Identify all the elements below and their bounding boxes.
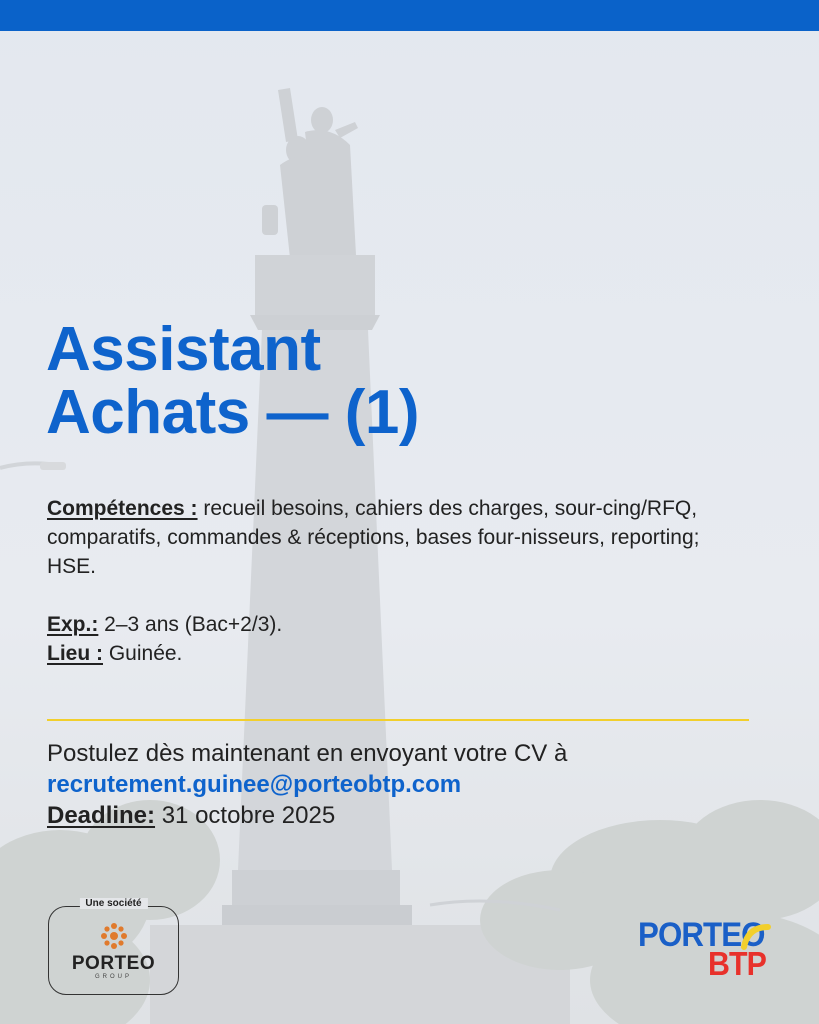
job-title-line-2: Achats — (1): [46, 378, 419, 447]
competences-label: Compétences :: [47, 497, 198, 520]
group-name: PORTEO: [71, 953, 156, 974]
experience-text: 2–3 ans (Bac+2/3).: [98, 613, 283, 636]
job-title: [46, 315, 419, 447]
group-caption: Une société: [79, 898, 147, 909]
deadline-label: Deadline:: [47, 802, 156, 829]
apply-section: [47, 738, 767, 831]
location-line: [47, 639, 747, 668]
btp-logo-bottom: BTP: [708, 945, 766, 982]
email-link[interactable]: recrutement.guinee@porteobtp.com: [47, 771, 462, 798]
btp-logo-top: PORTEO: [638, 916, 765, 954]
job-details: [47, 494, 747, 668]
yellow-divider: [47, 719, 749, 721]
competences-text: recueil besoins, cahiers des charges, sour-cing/RFQ, comparatifs, commandes & réceptions, bases four-nisseurs, reporting; HSE.: [47, 497, 700, 578]
top-accent-bar: [0, 0, 819, 31]
porteo-btp-logo: [638, 915, 773, 985]
deadline-text: 31 octobre 2025: [155, 802, 336, 829]
porteo-group-flower-icon: [99, 921, 129, 951]
porteo-group-logo: [48, 898, 179, 995]
experience-label: Exp.:: [47, 613, 99, 636]
deadline-line: [47, 800, 767, 831]
group-subtitle: GROUP: [94, 974, 132, 980]
apply-instruction: Postulez dès maintenant en envoyant votre CV à: [47, 740, 568, 767]
location-label: Lieu :: [47, 642, 103, 665]
job-title-line-1: Assistant: [46, 315, 321, 384]
location-text: Guinée.: [103, 642, 183, 665]
competences-paragraph: [47, 494, 747, 581]
experience-line: [47, 610, 747, 639]
